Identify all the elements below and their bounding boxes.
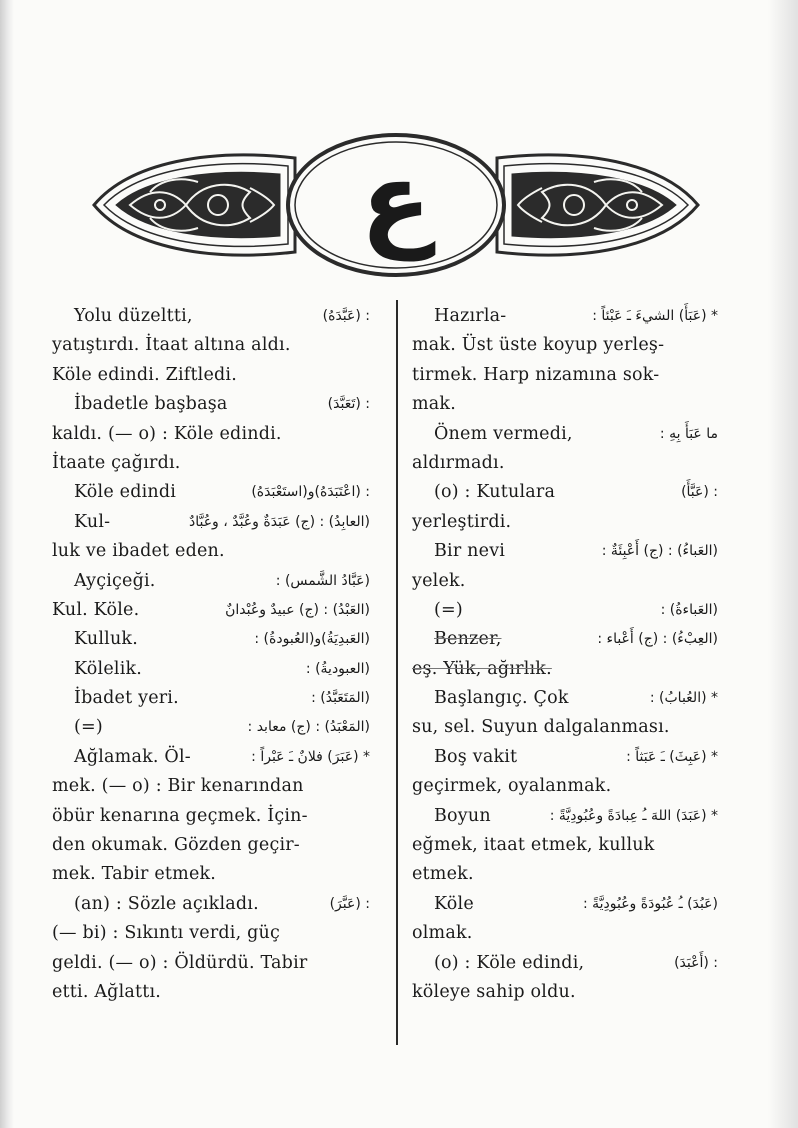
turkish-definition: luk ve ibadet eden. xyxy=(52,541,225,562)
arabic-headword: ما عَبَأَ بِهِ : xyxy=(659,425,718,442)
turkish-definition: Kul. Köle. xyxy=(52,599,140,620)
dictionary-line xyxy=(52,302,370,331)
arabic-headword: (عَبَّادُ الشَّمس) : xyxy=(275,572,370,589)
arabic-headword: (العَباءةُ) : xyxy=(660,601,718,618)
turkish-definition: Kölelik. xyxy=(74,658,143,679)
turkish-definition: yerleştirdi. xyxy=(412,511,512,532)
dictionary-line xyxy=(412,508,718,537)
dictionary-line xyxy=(412,449,718,478)
arabic-headword: : (اعْتَبَدَهُ)و(استَعْبَدَهُ) xyxy=(251,484,370,501)
dictionary-line xyxy=(412,655,718,684)
turkish-definition: Köle edindi. Ziftledi. xyxy=(52,364,237,385)
turkish-definition: Kulluk. xyxy=(74,629,138,650)
turkish-definition: mek. Tabir etmek. xyxy=(52,864,217,885)
dictionary-line xyxy=(412,390,718,419)
turkish-definition: su, sel. Suyun dalgalanması. xyxy=(412,717,670,738)
center-medallion xyxy=(288,135,504,275)
turkish-definition: Ayçiçeği. xyxy=(74,570,156,591)
dictionary-line xyxy=(52,537,370,566)
turkish-definition: Benzer, xyxy=(434,629,502,650)
turkish-definition: eş. Yük, ağırlık. xyxy=(412,658,552,679)
turkish-definition: Hazırla- xyxy=(434,306,507,326)
turkish-definition: (=) xyxy=(434,599,463,620)
dictionary-line xyxy=(52,596,370,625)
dictionary-line xyxy=(52,978,370,1007)
turkish-definition: yelek. xyxy=(412,570,466,591)
turkish-definition: mek. (— o) : Bir kenarından xyxy=(52,776,304,797)
turkish-definition: Boş vakit xyxy=(434,746,518,767)
dictionary-line xyxy=(52,390,370,419)
arabic-headword: * (عَبَأَ) الشيءَ ـَ عَبْئاً : xyxy=(592,308,718,324)
turkish-definition: geçirmek, oyalanmak. xyxy=(412,776,612,797)
turkish-definition: eğmek, itaat etmek, kulluk xyxy=(412,835,655,856)
header-letter: ع xyxy=(360,139,432,261)
turkish-definition: Önem vermedi, xyxy=(434,423,573,444)
arabic-headword: (عَبُدَ) ـُ عُبُودَةً وعُبُودِيَّةً : xyxy=(582,895,718,912)
turkish-definition: mak. Üst üste koyup yerleş- xyxy=(412,335,665,356)
dictionary-line xyxy=(412,596,718,625)
turkish-definition: Köle xyxy=(434,893,474,914)
turkish-definition: İbadet yeri. xyxy=(74,688,179,709)
dictionary-line xyxy=(52,713,370,742)
arabic-headword: (المَعْبَدُ) : (ج) معابد : xyxy=(247,719,370,736)
turkish-definition: geldi. (— o) : Öldürdü. Tabir xyxy=(52,952,308,973)
dictionary-line xyxy=(52,860,370,889)
turkish-definition: etmek. xyxy=(412,864,474,885)
dictionary-line xyxy=(52,743,370,772)
arabic-headword: (العَباءُ) : (ج) أَعْبِئَةٌ : xyxy=(601,543,718,560)
turkish-definition: kaldı. (— o) : Köle edindi. xyxy=(52,423,282,444)
dictionary-line xyxy=(52,890,370,919)
arabic-headword: : (عَبَّرَ) xyxy=(329,895,370,912)
turkish-definition: Kul- xyxy=(74,511,111,532)
dictionary-line xyxy=(52,331,370,360)
turkish-definition: tirmek. Harp nizamına sok- xyxy=(412,364,660,385)
dictionary-line xyxy=(412,420,718,449)
turkish-definition: (o) : Köle edindi, xyxy=(434,952,585,973)
dictionary-line xyxy=(412,919,718,948)
dictionary-line xyxy=(412,802,718,831)
dictionary-line xyxy=(412,860,718,889)
dictionary-line xyxy=(52,420,370,449)
dictionary-line xyxy=(412,713,718,742)
left-ornament-panel xyxy=(94,155,295,255)
dictionary-line xyxy=(52,772,370,801)
turkish-definition: (=) xyxy=(74,717,103,738)
dictionary-line xyxy=(412,772,718,801)
turkish-definition: Yolu düzeltti, xyxy=(74,306,193,326)
turkish-definition: etti. Ağlattı. xyxy=(52,981,162,1002)
arabic-headword: (المَتَعَبَّدُ) : xyxy=(311,690,370,707)
arabic-headword: * (العُبابُ) : xyxy=(649,690,718,707)
dictionary-line xyxy=(412,537,718,566)
left-column xyxy=(52,302,370,1007)
dictionary-line xyxy=(52,949,370,978)
dictionary-line xyxy=(52,449,370,478)
arabic-headword: * (عَبِثَ) ـَ عَبَثاً : xyxy=(626,748,718,765)
turkish-definition: den okumak. Gözden geçir- xyxy=(52,835,300,856)
turkish-definition: (an) : Sözle açıkladı. xyxy=(74,893,259,914)
ornamental-header xyxy=(90,132,702,278)
dictionary-line xyxy=(52,361,370,390)
dictionary-line xyxy=(412,831,718,860)
dictionary-line xyxy=(52,802,370,831)
scan-edge-right xyxy=(768,0,798,1128)
dictionary-line xyxy=(52,831,370,860)
dictionary-line xyxy=(412,978,718,1007)
dictionary-line xyxy=(412,684,718,713)
arabic-headword: (العبوديةُ) : xyxy=(305,660,370,677)
arabic-headword: * (عَبَدَ) اللهَ ـُ عِبادَةً وعُبُودِيَّةً : xyxy=(549,807,718,824)
arabic-headword: (العِبْءُ) : (ج) أَعْباء : xyxy=(597,631,718,648)
turkish-definition: İtaate çağırdı. xyxy=(52,452,181,473)
dictionary-line xyxy=(412,890,718,919)
turkish-definition: Bir nevi xyxy=(434,541,506,562)
dictionary-line xyxy=(412,302,718,331)
turkish-definition: Başlangıç. Çok xyxy=(434,688,569,709)
dictionary-line xyxy=(52,567,370,596)
turkish-definition: mak. xyxy=(412,394,456,415)
right-ornament-panel xyxy=(497,155,698,255)
arabic-headword: (العَبْدُ) : (ج) عبيدٌ وعُبْدانٌ xyxy=(225,601,370,618)
turkish-definition: Köle edindi xyxy=(74,482,177,503)
dictionary-line xyxy=(52,919,370,948)
dictionary-line xyxy=(52,508,370,537)
turkish-definition: yatıştırdı. İtaat altına aldı. xyxy=(52,335,291,356)
turkish-definition: öbür kenarına geçmek. İçin- xyxy=(52,805,308,826)
dictionary-line xyxy=(412,361,718,390)
dictionary-line xyxy=(412,743,718,772)
arabic-headword: : (تَعَبَّدَ) xyxy=(327,396,370,413)
arabic-headword: * (عَبَرَ) فلانٌ ـَ عَبْراً : xyxy=(251,748,370,765)
turkish-definition: (— bi) : Sıkıntı verdi, güç xyxy=(52,923,280,944)
dictionary-line xyxy=(412,478,718,507)
dictionary-line xyxy=(412,567,718,596)
arabic-headword: : (أَعْبَدَ) xyxy=(674,954,718,971)
arabic-headword: : (عَبَّأَ) xyxy=(681,484,718,501)
arabic-headword: (العَبدِيَةُ)و(العُبودةُ) : xyxy=(254,631,370,648)
arabic-headword: (العابِدُ) : (ج) عَبَدَةٌ وعُبَّدٌ ، وعُبَّادٌ xyxy=(188,513,370,530)
arabic-headword: : (عَبَّدَهُ) xyxy=(322,308,370,324)
turkish-definition: olmak. xyxy=(412,923,473,944)
turkish-definition: aldırmadı. xyxy=(412,452,505,473)
dictionary-line xyxy=(412,625,718,654)
dictionary-line xyxy=(412,949,718,978)
dictionary-line xyxy=(52,478,370,507)
dictionary-line xyxy=(52,625,370,654)
turkish-definition: Ağlamak. Öl- xyxy=(74,746,191,767)
column-divider xyxy=(396,300,398,1045)
turkish-definition: Boyun xyxy=(434,805,491,826)
dictionary-line xyxy=(52,684,370,713)
turkish-definition: köleye sahip oldu. xyxy=(412,981,576,1002)
scan-edge-left xyxy=(0,0,14,1128)
turkish-definition: İbadetle başbaşa xyxy=(74,394,228,415)
dictionary-line xyxy=(52,655,370,684)
turkish-definition: (o) : Kutulara xyxy=(434,482,556,503)
dictionary-line xyxy=(412,331,718,360)
right-column xyxy=(412,302,718,1007)
